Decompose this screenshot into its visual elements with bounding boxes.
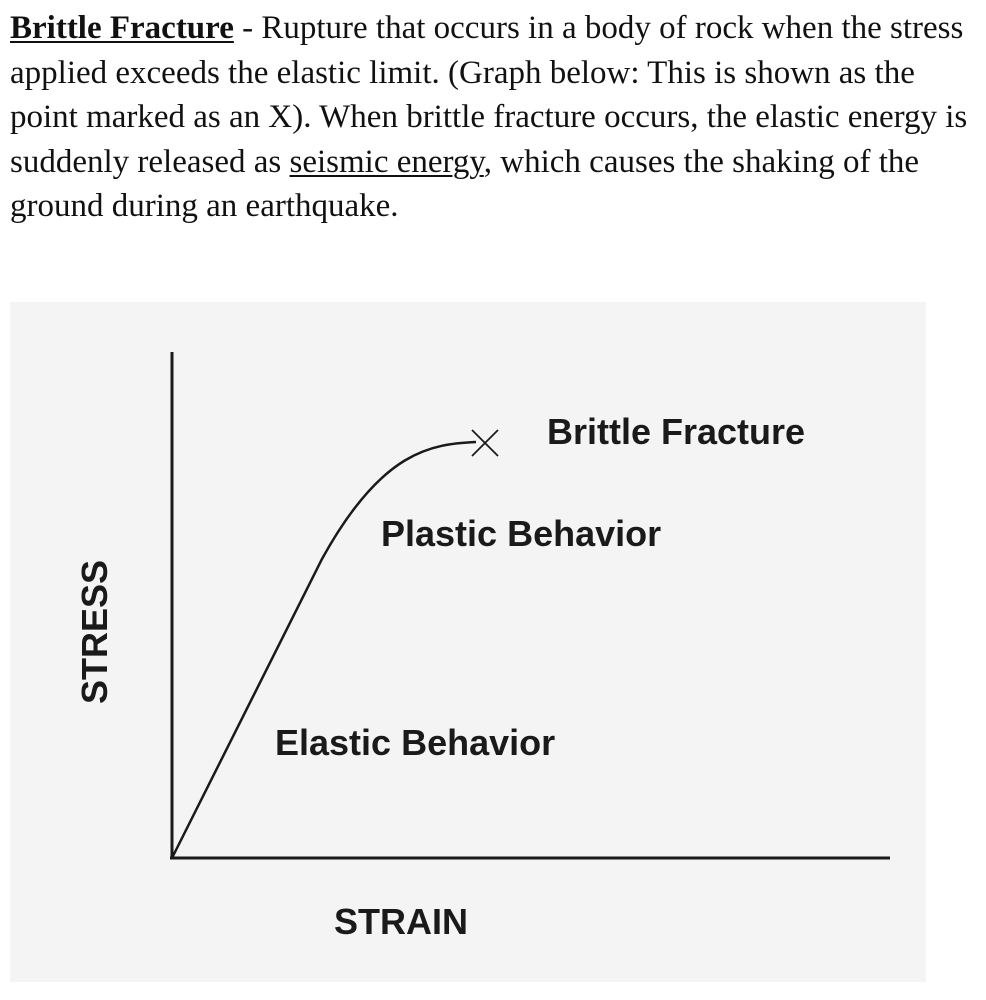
stress-strain-curve [172,442,476,858]
plastic-behavior-label: Plastic Behavior [381,513,662,554]
diagram-canvas [10,302,926,982]
definition-text-part1: - Rupture that occurs in a body of rock when the stress applied exceeds the elastic limit. (Graph below: This is shown as the point marked as an X). When brittle fracture occurs, the elastic energy is suddenly released as [10,10,968,180]
seismic-energy-link[interactable]: seismic energy [289,143,484,180]
definition-text-part2: , which causes the shaking of the ground during an earthquake. [10,143,920,225]
brittle-fracture-label: Brittle Fracture [547,411,806,452]
elastic-behavior-label: Elastic Behavior [275,722,556,763]
definition-term: Brittle Fracture [10,10,234,46]
x-axis-label: STRAIN [334,901,468,942]
y-axis-label: STRESS [74,559,115,704]
stress-strain-diagram [10,302,926,982]
definition-paragraph [10,6,982,229]
